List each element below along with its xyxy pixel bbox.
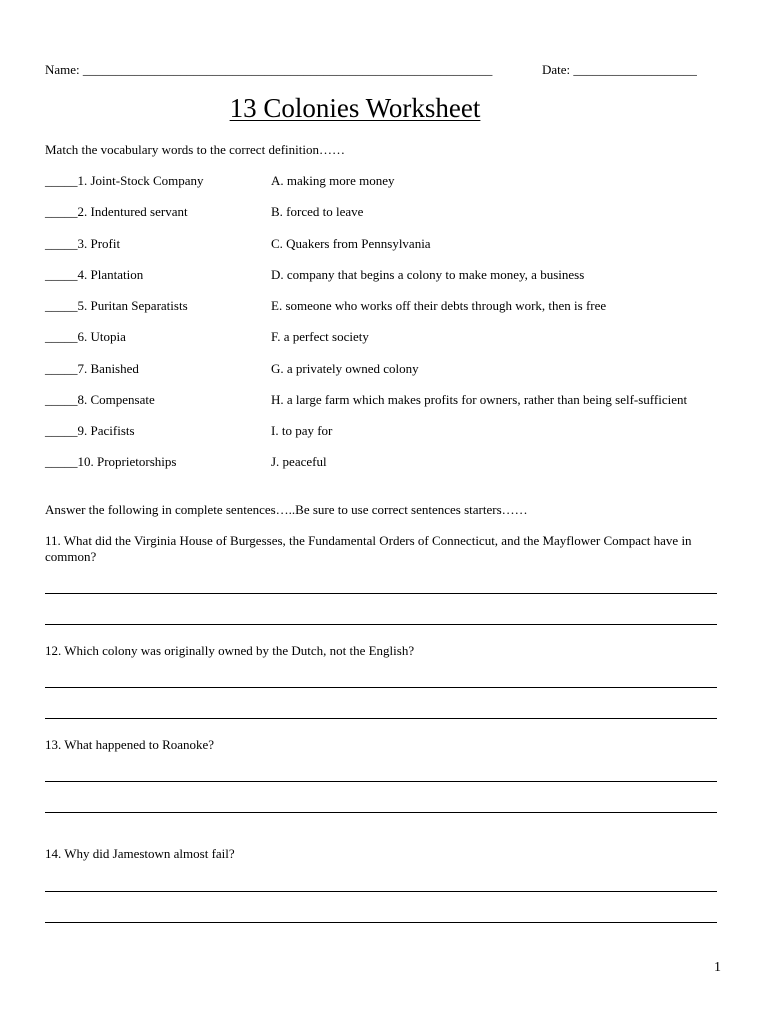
matching-term: _____7. Banished: [45, 361, 139, 376]
answer-line[interactable]: [45, 781, 717, 782]
matching-definition: I. to pay for: [271, 423, 333, 438]
matching-term: _____9. Pacifists: [45, 423, 135, 438]
matching-definition: G. a privately owned colony: [271, 361, 419, 376]
answer-line[interactable]: [45, 593, 717, 594]
matching-definition: D. company that begins a colony to make money, a business: [271, 267, 585, 282]
matching-definition: A. making more money: [271, 173, 395, 188]
answer-line[interactable]: [45, 624, 717, 625]
question-14: 14. Why did Jamestown almost fail?: [45, 846, 235, 861]
page-title: 13 Colonies Worksheet: [229, 93, 481, 123]
matching-instructions: Match the vocabulary words to the correct definition……: [45, 142, 345, 157]
matching-definition: E. someone who works off their debts through work, then is free: [271, 298, 607, 313]
matching-term: _____3. Profit: [45, 236, 121, 251]
matching-term: _____4. Plantation: [45, 267, 144, 282]
answer-line[interactable]: [45, 922, 717, 923]
matching-term: _____5. Puritan Separatists: [45, 298, 188, 313]
page-number: 1: [714, 960, 721, 975]
answer-line[interactable]: [45, 891, 717, 892]
matching-term: _____2. Indentured servant: [45, 204, 188, 219]
matching-definition: H. a large farm which makes profits for owners, rather than being self-sufficient: [271, 392, 688, 407]
matching-term: _____8. Compensate: [45, 392, 155, 407]
matching-term: _____1. Joint-Stock Company: [45, 173, 204, 188]
question-11: 11. What did the Virginia House of Burgesses, the Fundamental Orders of Connecticut, and the Mayflower Compact have in common?: [45, 533, 692, 564]
date-line: Date: ___________________: [542, 62, 697, 77]
question-12: 12. Which colony was originally owned by the Dutch, not the English?: [45, 643, 415, 658]
matching-term: _____10. Proprietorships: [45, 454, 177, 469]
matching-definition: B. forced to leave: [271, 204, 364, 219]
answer-line[interactable]: [45, 718, 717, 719]
matching-definition: F. a perfect society: [271, 329, 369, 344]
answer-line[interactable]: [45, 812, 717, 813]
question-13: 13. What happened to Roanoke?: [45, 737, 215, 752]
name-line: Name: _______________________________________________________________: [45, 62, 493, 77]
answer-line[interactable]: [45, 687, 717, 688]
matching-definition: J. peaceful: [271, 454, 327, 469]
short-answer-instructions: Answer the following in complete sentences…..Be sure to use correct sentences starters……: [45, 502, 528, 517]
matching-definition: C. Quakers from Pennsylvania: [271, 236, 431, 251]
matching-term: _____6. Utopia: [45, 329, 126, 344]
